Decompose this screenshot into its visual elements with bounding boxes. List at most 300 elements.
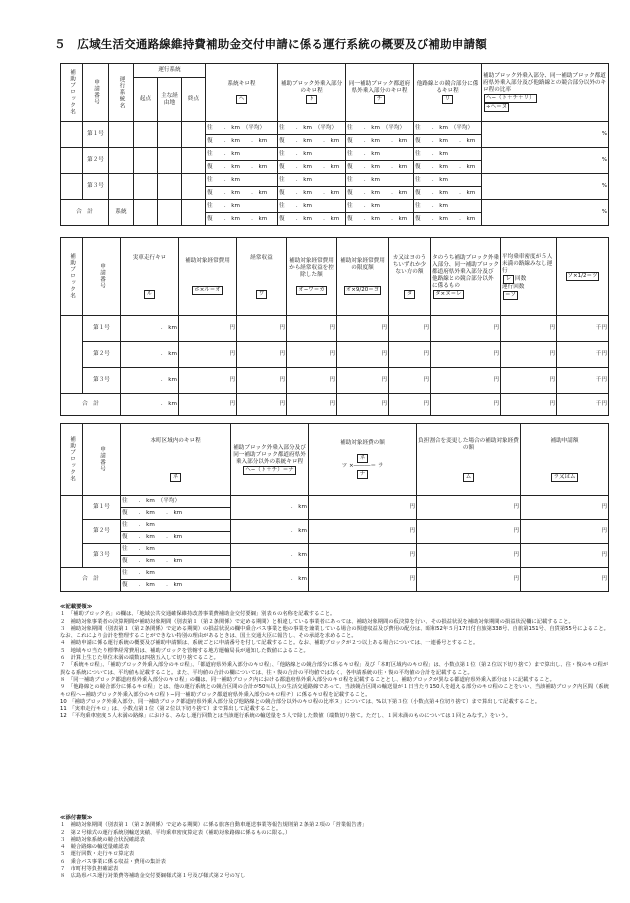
header-pref-km xyxy=(346,64,414,122)
header-block: 補助ブロック名 xyxy=(61,424,83,496)
table-cell: 円 xyxy=(389,316,431,342)
table-cell: 復 . km . km xyxy=(278,213,346,226)
cell-text: km xyxy=(466,189,476,196)
table-cell: 円 xyxy=(237,368,287,394)
table-cell: 往 . km xyxy=(278,148,346,161)
cell-text: 復 xyxy=(279,163,285,170)
formula-label: ＝ソ xyxy=(505,291,517,298)
formula-label: ラ又はム xyxy=(553,473,576,480)
cell-text: 復 xyxy=(279,189,285,196)
header-via: 主な経由地 xyxy=(158,78,182,122)
table-cell: 円 xyxy=(237,342,287,368)
table-cell: 復 . km . km xyxy=(346,187,414,200)
note-item: ４ 補助申請に係る運行系統の概要及び補助申請額は、系統ごとに申請番号を付して記載すること。なお、補助ブロックが２つ以上ある場合については、一連番号とすること。 xyxy=(60,640,479,647)
cell-text: km xyxy=(298,528,307,534)
cell-text: カ又はヨのうちいずれか少ない方の額 xyxy=(392,254,427,275)
cell-text: km xyxy=(371,176,380,183)
cell-text: km xyxy=(146,570,155,576)
cell-text: km xyxy=(231,176,240,183)
note-item: ７ 市町村等負担確認表 xyxy=(60,866,119,873)
table-cell xyxy=(134,174,158,200)
table-cell: 往 . km xyxy=(278,200,346,213)
header-appno: 申請番号 xyxy=(83,424,121,496)
label-ri: リ xyxy=(442,95,453,104)
cell-text: 補助対象経常費用の限度額 xyxy=(340,258,385,271)
table-cell: 往 . km （平均） xyxy=(121,496,231,508)
table-cell xyxy=(158,148,182,174)
note-item: ２ 補助対象事業者の決算期間が補助対象期間（別表第１（第２条関係）で定める期間）と相違している事業者にあっては、補助対象期間の仮決算を行い、その損益状況を補助対象期間の損益状況欄に記載すること。 xyxy=(60,618,574,625)
formula-label: ÷ヘ＝ヌ xyxy=(486,104,508,110)
cell-text: km xyxy=(298,576,307,582)
table-cell xyxy=(158,122,182,148)
header-appno: 申請番号 xyxy=(83,64,109,122)
cell-text: 往 xyxy=(347,176,353,183)
note-item: 10 「補助ブロック外乗入部分、同一補助ブロック都道府県外乗入部分及び他路線との競合部分以外のキロ程の比率ヌ」については、%以下第３位（小数点第４位切り捨て）まで算出して記載すること。 xyxy=(60,698,541,705)
cell-text: km xyxy=(146,546,155,552)
cell-text: km xyxy=(146,534,155,540)
table-cell: 往 . km xyxy=(414,148,482,161)
cell-text: 本町区域内のキロ程 xyxy=(150,437,201,444)
table-cell: 円 xyxy=(521,568,609,592)
table-cell: 復 . km . km xyxy=(121,532,231,544)
note-item: １ 「補助ブロック名」の欄は、「地域公共交通確保維持改善事業費補助金交付要綱」別表６の名称を記載すること。 xyxy=(60,611,336,618)
table-cell: 往 . km xyxy=(414,200,482,213)
cell-text: 補助ブロック外乗入部分、同一補助ブロック都道府県外乗入部分及び他路線との競合部分以外のキロ程の比率 xyxy=(483,73,607,93)
note-item: 11 「実車走行キロ」は、小数点第１位（第２位以下切り捨て）まで算出して記載すること。 xyxy=(60,706,282,713)
table-cell: 円 xyxy=(431,394,501,416)
cell-text: 復 xyxy=(207,137,213,144)
cell-text: 復 xyxy=(279,137,285,144)
cell-text: km xyxy=(439,163,448,170)
table-cell: 復 . km . km xyxy=(346,213,414,226)
cell-text: km xyxy=(146,498,155,504)
table-cell: 円 xyxy=(501,394,557,416)
table-cell: 円 xyxy=(521,520,609,544)
cell-text: km xyxy=(173,558,183,564)
formula-label: ヘ−（ト＋チ）＝ナ xyxy=(245,466,294,473)
formula-label: ナ xyxy=(357,470,368,479)
cell-text: km xyxy=(371,150,380,157)
table-cell: 復 . km . km xyxy=(206,161,278,174)
header-ratio xyxy=(482,64,609,122)
table-cell: 円 xyxy=(309,544,417,568)
cell-text: km xyxy=(231,124,240,131)
cell-text: km xyxy=(168,325,177,331)
formula-label: ソ×1/2＝ツ xyxy=(567,273,598,279)
table-cell: 円 xyxy=(417,544,521,568)
table-row xyxy=(61,148,609,161)
table-cell xyxy=(61,174,83,200)
table-row xyxy=(61,316,609,342)
cell-text: km xyxy=(439,137,448,144)
table-cell: 円 xyxy=(337,368,389,394)
table-cell: 系統 xyxy=(109,200,134,226)
cell-text: 復 xyxy=(415,189,421,196)
cell-text: 往 xyxy=(207,176,213,183)
table-cell xyxy=(61,148,83,174)
table-cell: 第３号 xyxy=(83,368,121,394)
table-cell: 円 xyxy=(337,342,389,368)
table-cell xyxy=(158,174,182,200)
header-actual-km xyxy=(121,238,179,316)
cell-text: 他路線との競合部分に係るキロ程 xyxy=(416,81,479,94)
cell-text: km xyxy=(258,163,268,170)
table-cell: 円 xyxy=(431,316,501,342)
table-row xyxy=(61,496,609,508)
attachments-section xyxy=(60,815,610,881)
formula-label: ヘ−（ト＋チ＋リ） xyxy=(486,95,535,101)
cell-text: （平均） xyxy=(245,124,266,131)
cell-text: 補助ブロック外乗入部分のキロ程 xyxy=(280,81,343,94)
table-cell xyxy=(182,122,206,148)
table-cell xyxy=(134,200,158,226)
cell-text: km xyxy=(330,163,340,170)
header-other-km xyxy=(414,64,482,122)
header-system: 運行系統 xyxy=(134,64,206,78)
cell-text: 復 xyxy=(347,215,353,222)
table-cell: 復 . km . km xyxy=(121,508,231,520)
cell-text: 往 xyxy=(122,522,128,528)
total-row xyxy=(61,200,609,213)
table-cell xyxy=(109,174,134,200)
formula-label: タ xyxy=(404,290,415,299)
cell-text: 負担割合を変更した場合の補助対象経費の額 xyxy=(418,437,519,451)
cell-text: km xyxy=(231,150,240,157)
cell-text: km xyxy=(398,163,408,170)
cell-text: 往 xyxy=(122,498,128,504)
table-cell: 往 . km （平均） xyxy=(414,122,482,135)
note-item: ６ 乗合バス事業に係る収益・費用の集計表 xyxy=(60,858,166,865)
formula-label: ホ×ル＝オ xyxy=(194,287,221,293)
table-cell: 円 xyxy=(417,496,521,520)
table-cell: 円 xyxy=(337,316,389,342)
label-chi: チ xyxy=(374,95,385,104)
cell-text: km xyxy=(231,215,240,222)
note-item: ４ 競合路線の輸送量確認表 xyxy=(60,844,129,851)
route-overview-table xyxy=(60,63,609,226)
cell-text: 往 xyxy=(122,570,128,576)
cell-text: km xyxy=(398,137,408,144)
table-cell: . km xyxy=(231,544,309,568)
table-cell: 往 . km xyxy=(206,200,278,213)
cell-text: 往 xyxy=(279,176,285,183)
cell-text: （平均） xyxy=(317,124,338,131)
table-cell: 円 xyxy=(431,342,501,368)
cell-text: km xyxy=(298,552,307,558)
cell-text: km xyxy=(168,401,177,407)
table-cell: 復 . km . km xyxy=(346,161,414,174)
table-cell: 円 xyxy=(287,316,337,342)
header-end: 終点 xyxy=(182,78,206,122)
note-item: ８ 「同一補助ブロック都道府県外乗入部分のキロ程」の欄は、同一補助ブロック内における都道府県外乗入部分のキロ程を記載することとし、補助ブロックが異なる都道府県外乗入部分はトに記載すること。 xyxy=(60,676,555,683)
cell-text: 往 xyxy=(207,124,213,131)
cell-text: km xyxy=(303,215,312,222)
notes-heading: ≪記載要領≫ xyxy=(60,604,93,610)
table-cell: 千円 xyxy=(557,316,609,342)
table-cell: 復 . km . km xyxy=(206,213,278,226)
cell-text: ツ × xyxy=(341,463,354,469)
table-cell xyxy=(182,148,206,174)
cell-text: 往 xyxy=(279,124,285,131)
table-cell: 円 xyxy=(287,368,337,394)
total-row xyxy=(61,394,609,416)
table-cell: % xyxy=(482,200,609,226)
formula-label: オ−ワ＝カ xyxy=(298,287,325,293)
row-label: 第１号 xyxy=(83,122,109,148)
cell-text: km xyxy=(146,522,155,528)
row-label: 第２号 xyxy=(83,148,109,174)
table-cell: 往 . km xyxy=(346,148,414,161)
label-to: ト xyxy=(306,95,317,104)
attachments-heading: ≪添付書類≫ xyxy=(60,815,93,821)
formula-label: ム xyxy=(463,473,474,482)
cell-text: km xyxy=(466,215,476,222)
table-cell: 復 . km . km xyxy=(414,213,482,226)
table-cell: . km xyxy=(231,496,309,520)
cell-text: 往 xyxy=(207,150,213,157)
table-cell: 千円 xyxy=(557,368,609,394)
cell-text: km xyxy=(439,189,448,196)
row-label: 第３号 xyxy=(83,174,109,200)
table-cell: 往 . km xyxy=(414,174,482,187)
header-appno: 申請番号 xyxy=(83,238,121,316)
table-cell: % xyxy=(482,122,609,148)
cell-text: ＝ ラ xyxy=(370,463,384,469)
cell-text: km xyxy=(258,137,268,144)
table-row xyxy=(61,520,609,532)
cell-text: 往 xyxy=(347,124,353,131)
table-cell: 円 xyxy=(309,568,417,592)
cell-text: 往 xyxy=(122,546,128,552)
formula-label: ネ xyxy=(357,454,368,463)
cell-text: 補助対象経常費用 xyxy=(185,258,230,264)
cell-text: 復 xyxy=(122,510,128,516)
table-cell xyxy=(109,122,134,148)
header-income xyxy=(237,238,287,316)
formula-label: レ xyxy=(503,275,514,284)
header-deficit xyxy=(287,238,337,316)
header-block: 補助ブロック名 xyxy=(61,64,83,122)
cell-text: 往 xyxy=(279,202,285,209)
table-cell xyxy=(158,200,182,226)
cell-text: km xyxy=(371,163,380,170)
formula-label: ネ xyxy=(170,473,181,482)
note-item: ８ 広島県バス運行対策費等補助金交付要綱様式第１号及び様式第２号の写し xyxy=(60,873,246,880)
cell-text: km xyxy=(371,189,380,196)
cell-text: km xyxy=(173,582,183,588)
cell-text: 復 xyxy=(415,137,421,144)
cell-text: km xyxy=(173,534,183,540)
header-avg xyxy=(501,238,557,316)
table-cell xyxy=(134,122,158,148)
cell-text: タのうち補助ブロック外乗入部分、同一補助ブロック都道府県外乗入部分及び他路線との競合部分以外に係るもの xyxy=(432,254,500,289)
table-cell: . km xyxy=(121,368,179,394)
subsidy-amount-table xyxy=(60,423,609,592)
formula-label: タ×ヌ＝レ xyxy=(435,290,462,297)
header-last xyxy=(557,238,609,316)
cell-text: 回数 xyxy=(515,275,527,282)
table-cell: 往 . km xyxy=(206,174,278,187)
table-cell: 復 . km . km xyxy=(278,187,346,200)
table-cell: 円 xyxy=(179,394,237,416)
note-item: ７ 「系統キロ程」、「補助ブロック外乗入部分のキロ程」、「都道府県外乗入部分のキロ程」、「他路線との競合部分に係るキロ程」及び「本町区域内のキロ程」は、小数点第１位（第２位以下切り捨て）まで算出し、往・復のキロ程が異なる系統については、平均値も記載すること。また、平均値の合計の欄については、往・復の合計の平均値ではなく、各申請系統の往・復の平均値の合計を記載すること。 xyxy=(60,662,609,676)
cell-text: 同一補助ブロック都道府県外乗入部分のキロ程 xyxy=(348,81,411,94)
cell-text: 復 xyxy=(347,189,353,196)
cell-text: 復 xyxy=(279,215,285,222)
table-cell xyxy=(61,316,83,394)
cell-text: 復 xyxy=(207,215,213,222)
table-cell: 第２号 xyxy=(83,520,121,544)
table-cell: 往 . km xyxy=(206,148,278,161)
cell-text: 往 xyxy=(415,124,421,131)
table-cell xyxy=(61,122,83,148)
cell-text: （平均） xyxy=(453,124,474,131)
cell-text: km xyxy=(439,202,448,209)
cell-text: 経常収益 xyxy=(250,254,273,261)
cell-text: km xyxy=(146,558,155,564)
cell-text: km xyxy=(439,124,448,131)
header-km xyxy=(206,64,278,122)
cell-text: 復 xyxy=(415,215,421,222)
cell-text: km xyxy=(439,176,448,183)
table-cell: 合 計 xyxy=(61,568,121,592)
cell-text: 平均乗車密度が５人未満の路線みなし運行 xyxy=(502,253,553,274)
table-cell: 復 . km . km xyxy=(278,161,346,174)
table-cell: 合 計 xyxy=(61,394,121,416)
cell-text: km xyxy=(231,202,240,209)
table-cell: 往 . km xyxy=(346,200,414,213)
formula-label: オ×9/20＝ヨ xyxy=(345,287,380,293)
table-cell: 円 xyxy=(287,342,337,368)
cell-text: km xyxy=(439,215,448,222)
note-item: ５ 地域キロ当たり標準経常費用は、補助ブロックを管轄する地方運輸局長が通知した数値によること。 xyxy=(60,647,309,654)
table-cell: 復 . km . km xyxy=(278,135,346,148)
cell-text: km xyxy=(173,510,183,516)
table-cell: 円 xyxy=(237,394,287,416)
table-cell: % xyxy=(482,148,609,174)
table-cell: 復 . km . km xyxy=(414,135,482,148)
header-start: 起点 xyxy=(134,78,158,122)
table-cell: 円 xyxy=(389,394,431,416)
header-ratio-amount xyxy=(417,424,521,496)
table-cell: 円 xyxy=(431,368,501,394)
note-item: 12 「平均乗車密度５人未満の路線」における、みなし運行回数とは当該運行系統の輸送量を５人で除した数値（端数切り捨て。ただし、１回未満のものについては１回とみなす。）をいう。 xyxy=(60,713,512,720)
table-cell: 円 xyxy=(389,368,431,394)
table-cell: 復 . km . km xyxy=(414,187,482,200)
table-cell: 往 . km （平均） xyxy=(278,122,346,135)
cell-text: km xyxy=(466,163,476,170)
header-limit xyxy=(337,238,389,316)
cell-text: 往 xyxy=(347,150,353,157)
table-row xyxy=(61,342,609,368)
table-row xyxy=(61,544,609,556)
table-cell xyxy=(182,174,206,200)
table-cell: 円 xyxy=(501,316,557,342)
cell-text: 系統キロ程 xyxy=(227,81,256,87)
cell-text: （平均） xyxy=(385,124,406,131)
cell-text: km xyxy=(303,137,312,144)
table-cell: 往 . km xyxy=(121,568,231,580)
header-town-km xyxy=(121,424,231,496)
cell-text: 復 xyxy=(122,558,128,564)
cell-text: km xyxy=(371,202,380,209)
table-cell: 千円 xyxy=(557,342,609,368)
table-cell: 復 . km . km xyxy=(206,187,278,200)
label-he: ヘ xyxy=(236,95,247,104)
header-amount: 補助対象経費の額 ネ ツ ×―――＝ ラ ナ xyxy=(309,424,417,496)
cell-text: km xyxy=(371,215,380,222)
note-item: １ 補助対象期間（別表第１（第２条関係）で定める期間）に係る旅客自動車運送事業等報告規則第２条第２項の「営業報告書」 xyxy=(60,822,368,829)
table-cell: 円 xyxy=(309,520,417,544)
table-cell: 円 xyxy=(179,368,237,394)
cell-text: km xyxy=(330,137,340,144)
header-less xyxy=(389,238,431,316)
table-cell: 往 . km xyxy=(278,174,346,187)
cell-text: km xyxy=(371,137,380,144)
cell-text: km xyxy=(168,351,177,357)
table-cell: % xyxy=(482,174,609,200)
table-cell: . km xyxy=(121,342,179,368)
cell-text: km xyxy=(303,150,312,157)
table-cell: 円 xyxy=(179,342,237,368)
header-cost xyxy=(179,238,237,316)
table-cell xyxy=(182,200,206,226)
cell-text: 補助対象経費の額 xyxy=(340,440,385,446)
table-row xyxy=(61,174,609,187)
cell-text: 復 xyxy=(207,189,213,196)
table-cell: 円 xyxy=(337,394,389,416)
cell-text: 補助ブロック外乗入部分及び同一補助ブロック都道府県外乗入部分以外の系統キロ程 xyxy=(233,444,306,465)
cell-text: km xyxy=(231,163,240,170)
table-cell: 千円 xyxy=(557,394,609,416)
table-cell: 円 xyxy=(287,394,337,416)
cell-text: km xyxy=(371,124,380,131)
cell-text: 復 xyxy=(122,582,128,588)
table-cell: 復 . km . km xyxy=(414,161,482,174)
header-block: 補助ブロック名 xyxy=(61,238,83,316)
note-item: ９ 「他路線との競合部分に係るキロ程」とは、他の運行系統との競合区間の合計が50％以上の生活交通路線であって、当該競合区間の輸送量が１日当たり150人を超える部分のキロ程のことをいい、当該補助ブロック内区間（系統キロ程ヘ−補助ブロック外乗入部分のキロ程ト−同一補助ブロック都道府県外乗入部分のキロ程チ）に係るキロ程を記載すること。 xyxy=(60,684,609,698)
cell-text: km xyxy=(146,582,155,588)
cell-text: km xyxy=(258,189,268,196)
table-cell: 復 . km . km xyxy=(121,556,231,568)
cell-text: km xyxy=(231,189,240,196)
table-cell: 円 xyxy=(501,368,557,394)
header-apply xyxy=(521,424,609,496)
table-row xyxy=(61,368,609,394)
table-cell: . km xyxy=(121,394,179,416)
table-cell: 復 . km . km xyxy=(121,580,231,592)
table-cell: 第１号 xyxy=(83,496,121,520)
cell-text: km xyxy=(298,504,307,510)
cell-text: 復 xyxy=(207,163,213,170)
table-cell: . km xyxy=(231,568,309,592)
note-item: ３ 補助対象系統の競合状況確認表 xyxy=(60,836,145,843)
note-item: ３ 補助対象期間（別表第１（第２条関係）で定める期間）の損益状況の欄中乗合バス事業と他の事業を兼業している場合の関連収益及び費用の配分は、昭和52年５月17日付自旅第338号、自旅第151号、自貨第55号によること。なお、これにより会計を整理することができない特別の理由があるときは、国土交通大臣に報告し、その承認を求めること。 xyxy=(60,625,609,640)
page-title: ５ 広域生活交通路線維持費補助金交付申請に係る運行系統の概要及び補助申請額 xyxy=(54,37,487,51)
table-cell: 円 xyxy=(237,316,287,342)
table-cell: 復 . km . km xyxy=(346,135,414,148)
cell-text: km xyxy=(303,163,312,170)
header-block-km xyxy=(278,64,346,122)
cell-text: 復 xyxy=(122,534,128,540)
table-cell: . km xyxy=(121,316,179,342)
cell-text: km xyxy=(303,202,312,209)
cell-text: 復 xyxy=(415,163,421,170)
cell-text: 往 xyxy=(207,202,213,209)
table-cell xyxy=(134,148,158,174)
table-cell: 円 xyxy=(417,520,521,544)
cell-text: km xyxy=(258,215,268,222)
